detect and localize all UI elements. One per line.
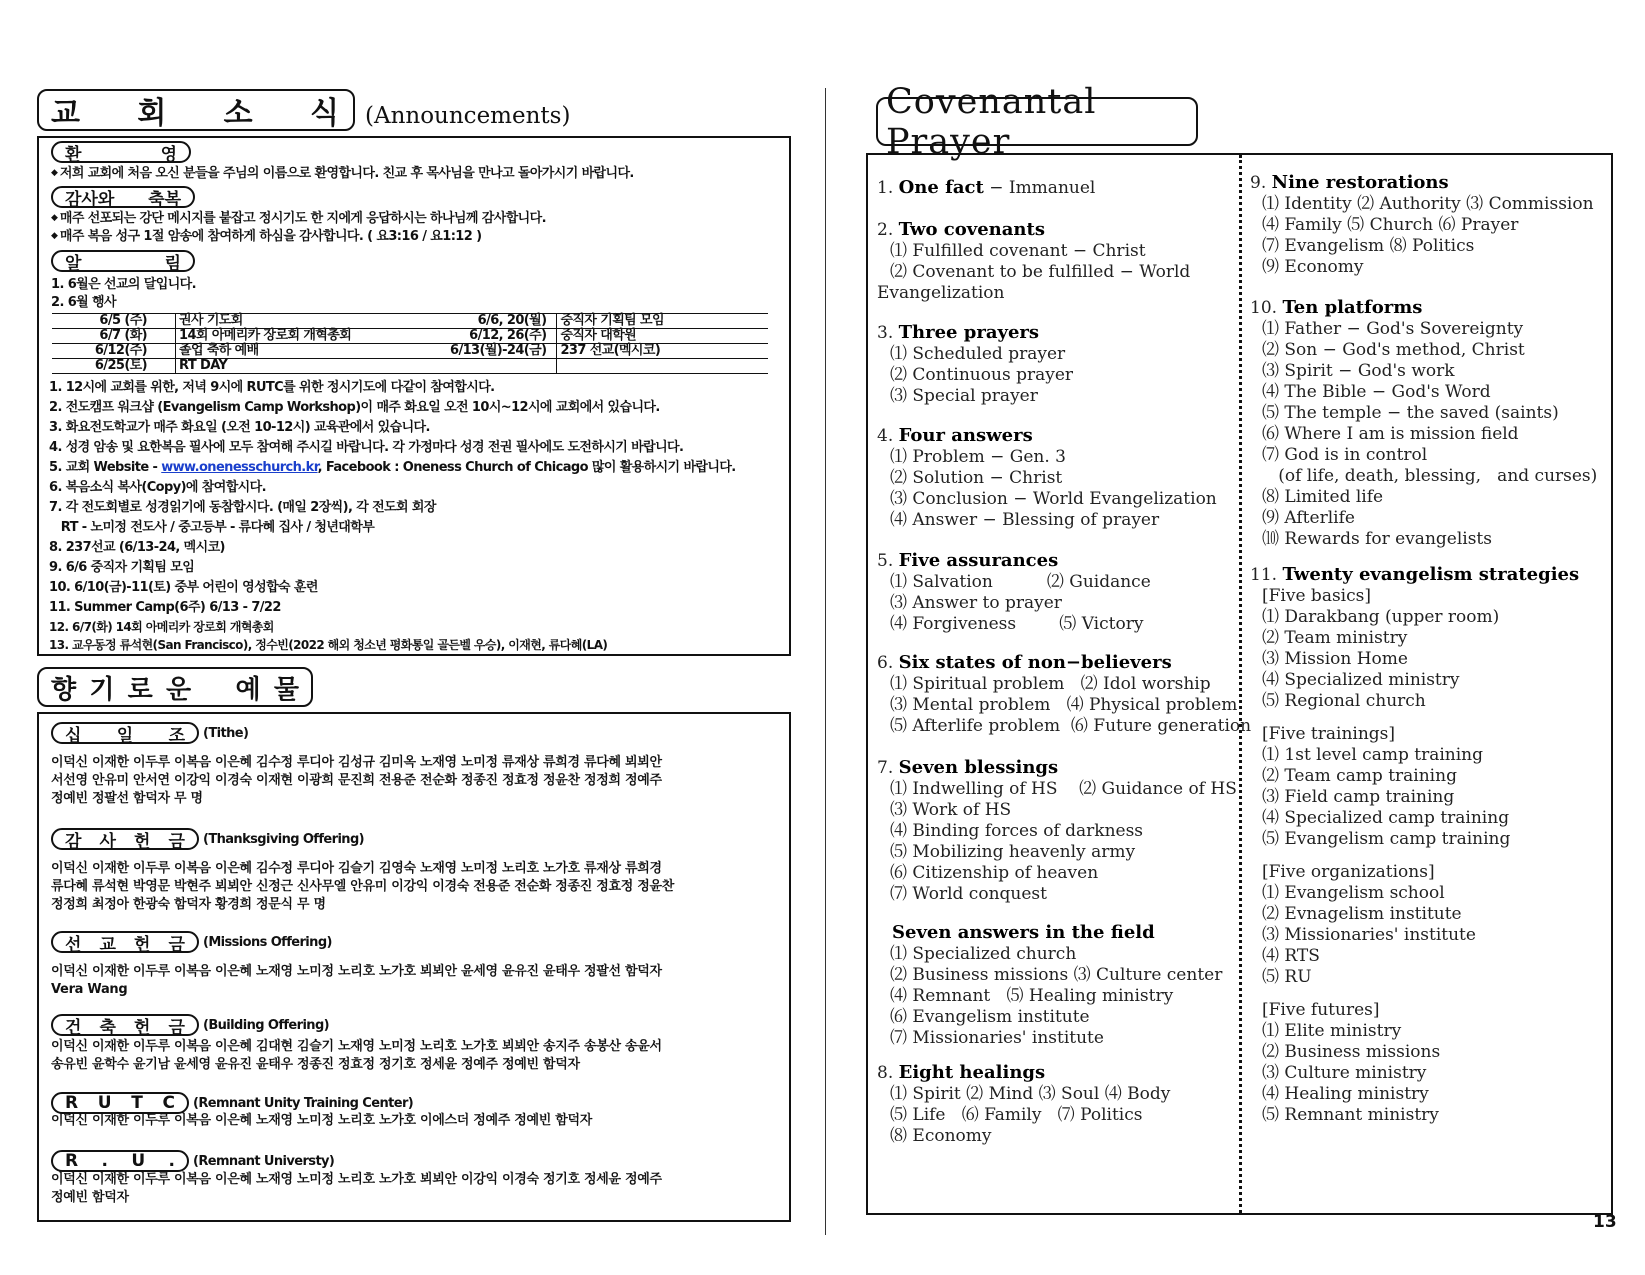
prayer-item: ⑵ Team camp training — [1262, 766, 1457, 786]
notice-item: 10. 6/10(금)-11(토) 중부 어린이 영성합숙 훈련 — [49, 580, 318, 595]
rutc-names: 이덕신 이재한 이두루 이복음 이은혜 노재영 노미정 노리호 노가호 이에스더 정예주 정예빈 함덕자 — [51, 1113, 593, 1128]
prayer-section-heading: 3. Three prayers — [877, 322, 1040, 343]
building-names: 이덕신 이재한 이두루 이복음 이은혜 김대현 김슬기 노재영 노미정 노리호 노가호 뵈뵈안 송지주 송봉산 송윤서 송유빈 윤학수 윤기남 윤세영 윤유진 윤태우 정종진 정효정 정기호 정세윤 정예주 정예빈 함덕자 — [51, 1039, 662, 1072]
column-divider — [1239, 155, 1242, 1213]
strategy-group-label: [Five basics] — [1262, 586, 1371, 606]
page-number: 13 — [1593, 1212, 1617, 1232]
prayer-section-heading: 10. Ten platforms — [1250, 297, 1423, 318]
notice-item: RT - 노미정 전도사 / 중고등부 - 류다혜 집사 / 청년대학부 — [49, 520, 375, 535]
prayer-item: ⑵ Covenant to be fulfilled − World — [890, 262, 1191, 282]
prayer-item: ⑷ Specialized camp training — [1262, 808, 1510, 828]
strategy-group-label: [Five futures] — [1262, 1000, 1380, 1020]
strategy-group-label: [Five trainings] — [1262, 724, 1396, 744]
prayer-item: ⑴ Scheduled prayer — [890, 344, 1066, 364]
notice-item: 8. 237선교 (6/13-24, 멕시코) — [49, 540, 225, 555]
prayer-item: ⑴ Salvation ⑵ Guidance — [890, 572, 1151, 592]
prayer-item: ⑶ Mental problem ⑷ Physical problem — [890, 695, 1238, 715]
table-row: 6/25(토) RT DAY — [52, 359, 768, 374]
missions-label: 선 교 헌 금 (Missions Offering) — [51, 931, 332, 953]
table-row: 6/5 (주) 권사 기도회 6/6, 20(월) 중직자 기획팀 모임 — [52, 314, 768, 329]
prayer-item: ⑶ Culture ministry — [1262, 1063, 1427, 1083]
prayer-item: ⑶ Field camp training — [1262, 787, 1455, 807]
prayer-item: ⑴ Spiritual problem ⑵ Idol worship — [890, 674, 1211, 694]
ru-names: 이덕신 이재한 이두루 이복음 이은혜 노재영 노미정 노리호 노가호 뵈뵈안 이강익 이경숙 정기호 정세윤 정예주 정예빈 함덕자 — [51, 1172, 662, 1205]
prayer-section-heading: 7. Seven blessings — [877, 757, 1059, 778]
prayer-item: ⑷ Binding forces of darkness — [890, 821, 1144, 841]
prayer-item: ⑸ The temple − the saved (saints) — [1262, 403, 1559, 423]
prayer-item: ⑶ Conclusion − World Evangelization — [890, 489, 1217, 509]
prayer-item: ⑵ Solution − Christ — [890, 468, 1063, 488]
prayer-item: ⑵ Son − God's method, Christ — [1262, 340, 1525, 360]
prayer-item: ⑸ Regional church — [1262, 691, 1426, 711]
notice-item: 3. 화요전도학교가 매주 화요일 (오전 10-12시) 교육관에서 있습니다. — [49, 420, 430, 435]
notice-item-website: 5. 교회 Website - www.onenesschurch.kr, Facebook : Oneness Church of Chicago 많이 활용하시기 바랍니다. — [49, 460, 736, 475]
prayer-section-heading: 8. Eight healings — [877, 1062, 1046, 1083]
notice-item: 13. 교우동정 류석현(San Francisco), 정수빈(2022 해외 청소년 평화통일 골든벨 우승), 이재현, 류다혜(LA) — [49, 638, 608, 652]
prayer-item: ⑴ 1st level camp training — [1262, 745, 1483, 765]
thanks-line: ◆ 매주 선포되는 강단 메시지를 붙잡고 정시기도 한 지에게 응답하시는 하나님께 감사합니다. — [51, 210, 546, 228]
prayer-section-heading: 9. Nine restorations — [1250, 172, 1449, 193]
notice-item: 7. 각 전도회별로 성경읽기에 동참합시다. (매일 2장씩), 각 전도회 회장 — [49, 500, 436, 515]
prayer-section-heading: 2. Two covenants — [877, 219, 1045, 240]
prayer-section-heading: 11. Twenty evangelism strategies — [1250, 564, 1580, 585]
notice-item: 12. 6/7(화) 14회 아메리카 장로회 개혁총회 — [49, 620, 274, 634]
covenantal-prayer-title: Covenantal Prayer — [876, 97, 1198, 146]
prayer-item: ⑼ Economy — [1262, 257, 1364, 277]
offerings-title: 향 기 로 운 예 물 — [37, 667, 313, 707]
tithe-label: 십 일 조 (Tithe) — [51, 722, 248, 744]
prayer-item: ⑴ Identity ⑵ Authority ⑶ Commission — [1262, 194, 1594, 214]
welcome-text: ◆ 저희 교회에 처음 오신 분들을 주님의 이름으로 환영합니다. 친교 후 목사님을 만나고 돌아가시기 바랍니다. — [51, 165, 634, 183]
rutc-label: R U T C (Remnant Unity Training Center) — [51, 1092, 413, 1114]
prayer-item: ⑶ Missionaries' institute — [1262, 925, 1476, 945]
website-link[interactable]: www.onenesschurch.kr — [161, 460, 318, 475]
prayer-item: ⑹ Where I am is mission field — [1262, 424, 1519, 444]
notice-item: 1. 12시에 교회를 위한, 저녁 9시에 RUTC를 위한 정시기도에 다같이 참여합시다. — [49, 380, 495, 395]
prayer-item: ⑷ Healing ministry — [1262, 1084, 1429, 1104]
prayer-item: ⑸ Afterlife problem ⑹ Future generation — [890, 716, 1252, 736]
prayer-section-heading: Seven answers in the field — [892, 922, 1155, 943]
announcements-subtitle: (Announcements) — [365, 103, 571, 129]
prayer-item: ⑻ Limited life — [1262, 487, 1384, 507]
prayer-item: ⑵ Continuous prayer — [890, 365, 1074, 385]
notice-item: 9. 6/6 중직자 기획팀 모임 — [49, 560, 195, 575]
prayer-item: ⑸ RU — [1262, 967, 1312, 987]
prayer-item: ⑴ Elite ministry — [1262, 1021, 1402, 1041]
prayer-item: ⑶ Answer to prayer — [890, 593, 1062, 613]
prayer-item: ⑷ Answer − Blessing of prayer — [890, 510, 1160, 530]
prayer-item: ⑷ Family ⑸ Church ⑹ Prayer — [1262, 215, 1519, 235]
prayer-item: ⑹ Citizenship of heaven — [890, 863, 1099, 883]
welcome-label: 환 영 — [51, 141, 191, 164]
ru-label: R . U . (Remnant Universty) — [51, 1150, 334, 1172]
prayer-item: ⑸ Evangelism camp training — [1262, 829, 1511, 849]
events-table — [52, 313, 768, 374]
thanks-line: ◆ 매주 복음 성구 1절 암송에 참여하게 하심을 감사합니다. ( 요3:16 / 요1:12 ) — [51, 228, 481, 246]
notice-item: 6. 복음소식 복사(Copy)에 참여합시다. — [49, 480, 266, 495]
prayer-item: ⑶ Mission Home — [1262, 649, 1408, 669]
announcements-title: 교 회 소 식 — [37, 89, 355, 131]
prayer-item: ⑻ Economy — [890, 1126, 992, 1146]
prayer-item: ⑷ Remnant ⑸ Healing ministry — [890, 986, 1174, 1006]
table-row: 6/7 (화) 14회 아메리카 장로회 개혁총회 6/12, 26(주) 중직자 대학원 — [52, 329, 768, 344]
notice-head: 2. 6월 행사 — [51, 295, 116, 310]
prayer-item: ⑹ Evangelism institute — [890, 1007, 1090, 1027]
prayer-section-heading: 6. Six states of non−believers — [877, 652, 1172, 673]
tithe-names: 이덕신 이재한 이두루 이복음 이은혜 김수정 루디아 김성규 김미옥 노재영 노미정 류재상 류희경 류다혜 뵈뵈안 서선영 안유미 안서연 이강익 이경숙 이재현 이광희 문진희 전용준 전순화 정종진 정효정 정윤찬 정정희 정예주 정예빈 정팔선 함덕자 무 명 — [51, 755, 662, 806]
prayer-item: ⑷ The Bible − God's Word — [1262, 382, 1491, 402]
prayer-item: ⑴ Fulfilled covenant − Christ — [890, 241, 1146, 261]
prayer-item: ⑶ Spirit − God's work — [1262, 361, 1455, 381]
prayer-item: ⑴ Spirit ⑵ Mind ⑶ Soul ⑷ Body — [890, 1084, 1171, 1104]
prayer-item: ⑵ Business missions ⑶ Culture center — [890, 965, 1223, 985]
prayer-item: ⑽ Rewards for evangelists — [1262, 529, 1492, 549]
prayer-item: ⑴ Specialized church — [890, 944, 1077, 964]
thanksgiving-label: 감 사 헌 금 (Thanksgiving Offering) — [51, 828, 364, 850]
prayer-item: ⑺ World conquest — [890, 884, 1047, 904]
notice-label: 알 림 — [51, 250, 195, 273]
prayer-section-heading: 1. One fact − Immanuel — [877, 177, 1096, 198]
prayer-item: ⑺ God is in control — [1262, 445, 1428, 465]
prayer-item: ⑵ Evnagelism institute — [1262, 904, 1462, 924]
prayer-section-heading: 4. Four answers — [877, 425, 1033, 446]
prayer-item: Evangelization — [877, 283, 1005, 303]
prayer-item: ⑷ RTS — [1262, 946, 1320, 966]
prayer-item: ⑸ Life ⑹ Family ⑺ Politics — [890, 1105, 1143, 1125]
prayer-item: ⑺ Missionaries' institute — [890, 1028, 1104, 1048]
prayer-item: ⑷ Specialized ministry — [1262, 670, 1460, 690]
prayer-item: ⑵ Business missions — [1262, 1042, 1441, 1062]
prayer-item: (of life, death, blessing, and curses) — [1262, 466, 1598, 486]
prayer-item: ⑴ Evangelism school — [1262, 883, 1445, 903]
table-row: 6/12(주) 졸업 축하 예배 6/13(월)-24(금) 237 선교(멕시코) — [52, 344, 768, 359]
prayer-item: ⑷ Forgiveness ⑸ Victory — [890, 614, 1144, 634]
thanksgiving-names: 이덕신 이재한 이두루 이복음 이은혜 김수정 루디아 김슬기 김영숙 노재영 노미정 노리호 노가호 류재상 류희경 류다혜 류석현 박영문 박현주 뵈뵈안 신정근 신사무엘 안유미 이강익 이경숙 전용준 전순화 정종진 정효정 정윤찬 정정희 최정아 한광숙 함덕자 황경희 정문식 무 명 — [51, 861, 675, 912]
prayer-item: ⑴ Problem − Gen. 3 — [890, 447, 1066, 467]
prayer-item: ⑼ Afterlife — [1262, 508, 1355, 528]
prayer-item: ⑶ Special prayer — [890, 386, 1038, 406]
notice-item: 4. 성경 암송 및 요한복음 필사에 모두 참여해 주시길 바랍니다. 각 가정마다 성경 전권 필사에도 도전하시기 바랍니다. — [49, 440, 684, 455]
prayer-item: ⑺ Evangelism ⑻ Politics — [1262, 236, 1475, 256]
notice-item: 2. 전도캠프 워크샵 (Evangelism Camp Workshop)이 매주 화요일 오전 10시~12시에 교회에서 있습니다. — [49, 400, 660, 415]
notice-head: 1. 6월은 선교의 달입니다. — [51, 277, 196, 292]
prayer-item: ⑸ Mobilizing heavenly army — [890, 842, 1136, 862]
offerings-box — [37, 712, 791, 1222]
prayer-item: ⑸ Remnant ministry — [1262, 1105, 1439, 1125]
thanks-label: 감사와 축복 — [51, 186, 195, 209]
missions-names: 이덕신 이재한 이두루 이복음 이은혜 노재영 노미정 노리호 노가호 뵈뵈안 윤세영 윤유진 윤태우 정팔선 함덕자 Vera Wang — [51, 964, 662, 997]
building-label: 건 축 헌 금 (Building Offering) — [51, 1014, 329, 1036]
prayer-item: ⑶ Work of HS — [890, 800, 1012, 820]
prayer-item: ⑴ Darakbang (upper room) — [1262, 607, 1500, 627]
notice-item: 11. Summer Camp(6주) 6/13 - 7/22 — [49, 600, 281, 615]
prayer-item: ⑴ Indwelling of HS ⑵ Guidance of HS — [890, 779, 1237, 799]
prayer-item: ⑴ Father − God's Sovereignty — [1262, 319, 1524, 339]
strategy-group-label: [Five organizations] — [1262, 862, 1435, 882]
page-divider — [825, 88, 826, 1235]
prayer-item: ⑵ Team ministry — [1262, 628, 1408, 648]
prayer-section-heading: 5. Five assurances — [877, 550, 1059, 571]
